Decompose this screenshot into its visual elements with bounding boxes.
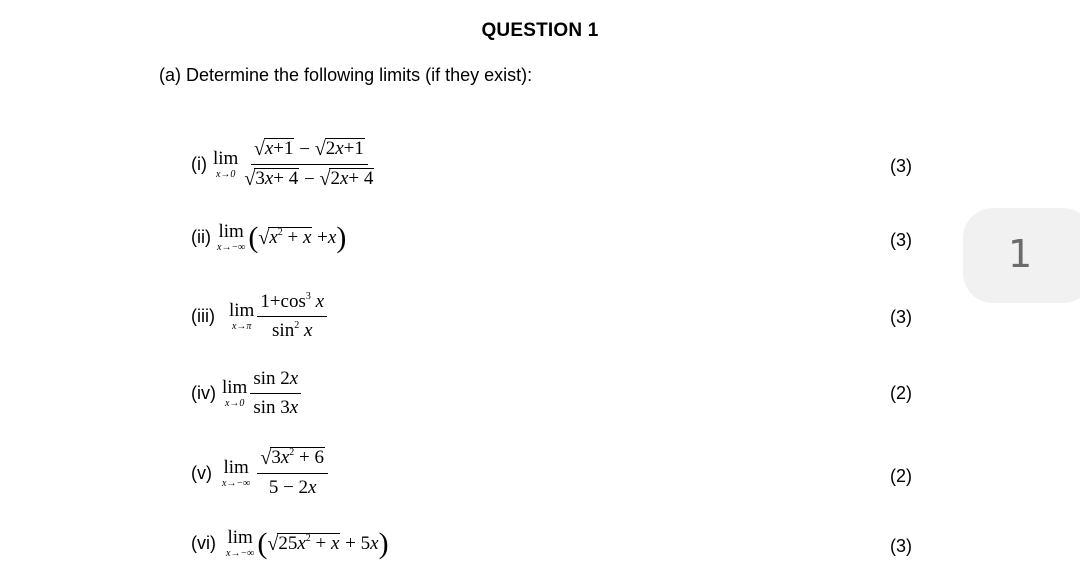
limit-item-iv bbox=[191, 368, 301, 419]
limit-fraction bbox=[250, 368, 301, 419]
part-a-instruction: (a) Determine the following limits (if they exist): bbox=[159, 65, 533, 85]
limit-subscript: x→−∞ bbox=[226, 548, 255, 559]
marks-v: (2) bbox=[890, 466, 912, 486]
limit-operator: lim x→−∞ bbox=[226, 527, 255, 559]
fraction-denominator: $\sin^2 x$ bbox=[272, 320, 313, 341]
limit-subscript: x→0 bbox=[224, 398, 245, 409]
item-label: (v) bbox=[191, 462, 212, 483]
limit-item-v bbox=[191, 447, 328, 499]
limit-operator: lim x→0 bbox=[222, 377, 248, 409]
marks-i: (3) bbox=[890, 156, 912, 176]
limit-subscript: x→−∞ bbox=[222, 477, 251, 489]
marks-iii: (3) bbox=[890, 307, 912, 327]
limit-item-vi: (vi) lim x→−∞ ( √ $25x^2 + x$ + 5 x ) bbox=[191, 526, 389, 560]
item-label: (vi) bbox=[191, 533, 216, 553]
item-label: (i) bbox=[191, 154, 207, 174]
fraction-numerator: $1+\cos^3$ x bbox=[257, 291, 327, 317]
limit-operator: lim x→−∞ bbox=[222, 456, 251, 489]
marks-iv: (2) bbox=[890, 383, 912, 403]
fraction-numerator: √ x+1 − √ 2x+1 bbox=[251, 138, 368, 165]
limit-subscript: x→π bbox=[231, 321, 252, 332]
marks-vi: (3) bbox=[890, 536, 912, 556]
page-number: 1 bbox=[1008, 232, 1033, 276]
marks-ii: (3) bbox=[890, 230, 912, 250]
limit-operator: lim x→−∞ bbox=[217, 221, 246, 253]
limit-item-ii: (ii) lim x→−∞ ( √ $x^2 + x$ + x ) bbox=[191, 220, 347, 254]
item-label: (ii) bbox=[191, 227, 211, 247]
fraction-denominator: sin 3x bbox=[253, 397, 299, 418]
question-title: QUESTION 1 bbox=[481, 20, 599, 41]
limit-item-iii bbox=[191, 291, 327, 342]
limit-fraction bbox=[257, 447, 328, 499]
fraction-denominator: √ 3x+ 4 − √ 2x+ 4 bbox=[244, 168, 374, 190]
limit-fraction bbox=[241, 138, 377, 191]
fraction-numerator: sin 2x bbox=[250, 368, 301, 394]
limit-operator: lim x→0 bbox=[213, 148, 239, 180]
fraction-numerator: √ $3x^2 + 6$ bbox=[257, 447, 328, 474]
limit-subscript: x→−∞ bbox=[217, 242, 246, 253]
limit-item-i bbox=[191, 138, 377, 191]
limit-fraction bbox=[257, 291, 327, 342]
item-label: (iii) bbox=[191, 306, 215, 326]
item-label: (iv) bbox=[191, 383, 216, 403]
limit-operator: lim x→π bbox=[229, 300, 255, 332]
limit-subscript: x→0 bbox=[215, 169, 236, 180]
fraction-denominator: 5 − 2x bbox=[268, 477, 317, 498]
